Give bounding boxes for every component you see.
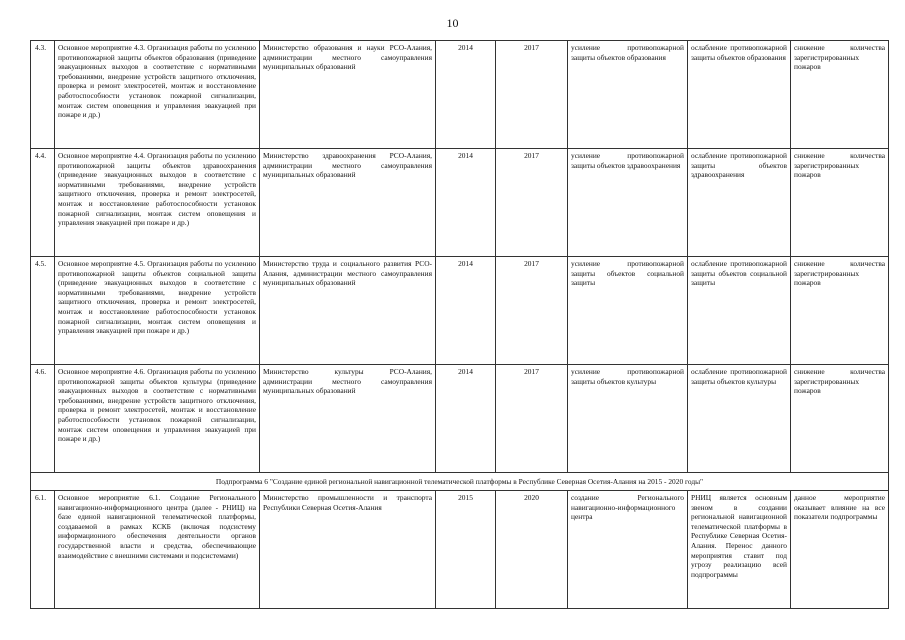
activity-description: Основное мероприятие 4.3. Организация работы по усилению противопожарной защиты объектов образования (приведение эвакуационных выходов в соответствие с нормативными требованиями, внедрение устройств защитного отключения, проверка и ремонт электросетей, монтаж и восстановление работоспособности установок пожарной сигнализации, монтаж систем оповещения и управления эвакуацией при пожаре и др.) [55,41,260,149]
expected-result: усиление противопожарной защиты объектов социальной защиты [568,257,688,365]
row-number: 4.6. [31,365,55,473]
executor: Министерство здравоохранения РСО-Алания, администрации местного самоуправления муниципальных образований [260,149,436,257]
expected-result: создание Регионального навигационно-информационного центра [568,491,688,609]
risk-consequence: ослабление противопожарной защиты объектов культуры [688,365,791,473]
activity-description: Основное мероприятие 6.1. Создание Регионального навигационно-информационного центра (далее - РНИЦ) на базе единой навигационной телематической платформы, создаваемой в рамках КСКБ (включая подсистему информационного обеспечения деятельности органов государственной власти и средства, обеспечивающие взаимодействие с внешними системами и подсистемами) [55,491,260,609]
table-row [31,257,889,365]
activity-description: Основное мероприятие 4.5. Организация работы по усилению противопожарной защиты объектов социальной защиты (приведение эвакуационных выходов в соответствие с нормативными требованиями, внедрение устройств защитного отключения, проверка и ремонт электросетей, монтаж и восстановление работоспособности установок пожарной сигнализации, монтаж систем оповещения и управления эвакуацией при пожаре и др.) [55,257,260,365]
start-year: 2014 [436,149,496,257]
end-year: 2017 [496,257,568,365]
start-year: 2015 [436,491,496,609]
executor: Министерство культуры РСО-Алания, администрации местного самоуправления муниципальных образований [260,365,436,473]
risk-consequence: ослабление противопожарной защиты объектов социальной защиты [688,257,791,365]
table-row [31,41,889,149]
expected-result: усиление противопожарной защиты объектов образования [568,41,688,149]
page-number: 10 [446,16,459,30]
indicator: снижение количества зарегистрированных пожаров [791,257,889,365]
table-row [31,491,889,609]
program-activities-table [30,40,889,609]
risk-consequence: ослабление противопожарной защиты объектов образования [688,41,791,149]
executor: Министерство труда и социального развития РСО-Алания, администрации местного самоуправления муниципальных образований [260,257,436,365]
end-year: 2017 [496,149,568,257]
risk-consequence: ослабление противопожарной защиты объектов здравоохранения [688,149,791,257]
row-number: 6.1. [31,491,55,609]
subprogram-header-row [31,473,889,491]
start-year: 2014 [436,41,496,149]
risk-consequence: РНИЦ является основным звеном в создании региональной навигационной телематической платформы в Республике Северная Осетия-Алания. Перенос данного мероприятия ставит под угрозу реализацию всей подпрограммы [688,491,791,609]
activity-description: Основное мероприятие 4.4. Организация работы по усилению противопожарной защиты объектов здравоохранения (приведение эвакуационных выходов в соответствие с нормативными требованиями, внедрение устройств защитного отключения, проверка и ремонт электросетей, монтаж и восстановление работоспособности установок пожарной сигнализации, монтаж систем оповещения и управления эвакуацией при пожаре и др.) [55,149,260,257]
end-year: 2017 [496,41,568,149]
row-number: 4.5. [31,257,55,365]
executor: Министерство промышленности и транспорта Республики Северная Осетия-Алания [260,491,436,609]
expected-result: усиление противопожарной защиты объектов здравоохранения [568,149,688,257]
start-year: 2014 [436,257,496,365]
start-year: 2014 [436,365,496,473]
end-year: 2020 [496,491,568,609]
indicator: снижение количества зарегистрированных пожаров [791,149,889,257]
table-row [31,365,889,473]
subprogram-title: Подпрограмма 6 "Создание единой региональной навигационной телематической платформы в Республике Северная Осетия-Алания на 2015 - 2020 годы" [31,473,889,491]
indicator: снижение количества зарегистрированных пожаров [791,41,889,149]
row-number: 4.4. [31,149,55,257]
executor: Министерство образования и науки РСО-Алания, администрации местного самоуправления муниципальных образований [260,41,436,149]
activity-description: Основное мероприятие 4.6. Организация работы по усилению противопожарной защиты объектов культуры (приведение эвакуационных выходов в соответствие с нормативными требованиями, внедрение устройств защитного отключения, проверка и ремонт электросетей, монтаж и восстановление работоспособности установок пожарной сигнализации, монтаж систем оповещения и управления эвакуацией при пожаре и др.) [55,365,260,473]
row-number: 4.3. [31,41,55,149]
table-row [31,149,889,257]
expected-result: усиление противопожарной защиты объектов культуры [568,365,688,473]
indicator: снижение количества зарегистрированных пожаров [791,365,889,473]
end-year: 2017 [496,365,568,473]
indicator: данное мероприятие оказывает влияние на все показатели подпрограммы [791,491,889,609]
